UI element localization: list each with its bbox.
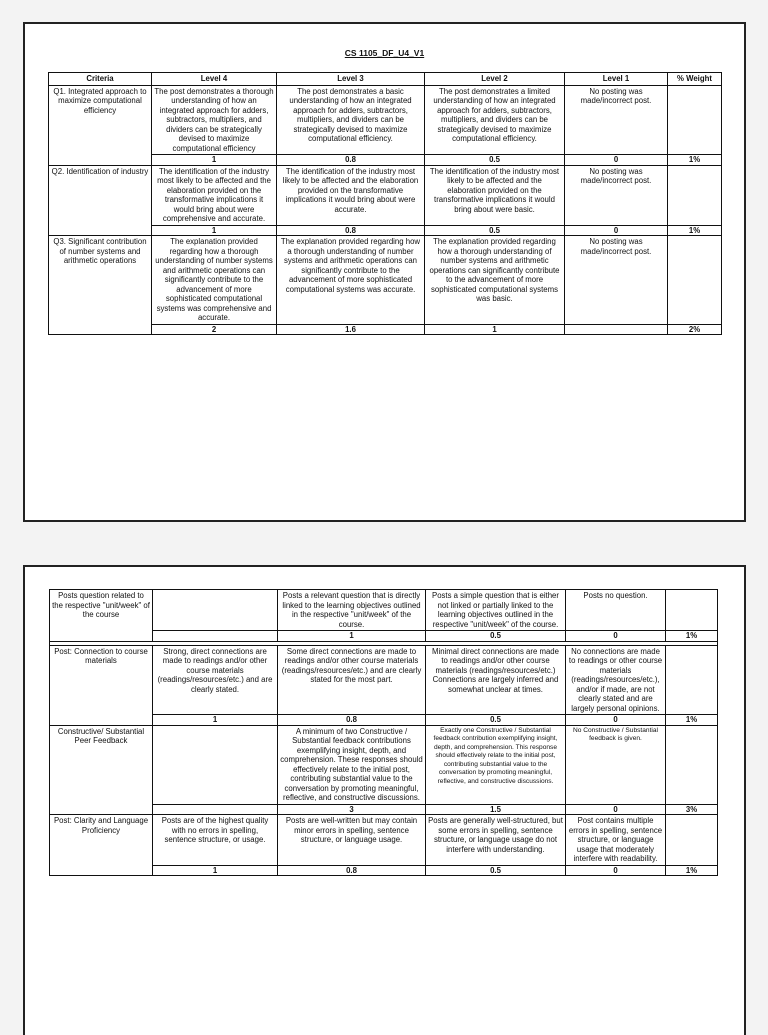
level-2-description: Minimal direct connections are made to readings and/or other course materials (readings/resources/etc.) Connections are largely inferred and somewhat unclear at times. bbox=[426, 645, 566, 715]
level-3-score: 1.6 bbox=[277, 324, 425, 335]
level-1-score: 0 bbox=[566, 631, 666, 642]
header-row bbox=[49, 73, 722, 86]
level-2-score: 1 bbox=[425, 324, 565, 335]
header-criteria: Criteria bbox=[49, 73, 152, 86]
level-2-description: The post demonstrates a limited understanding of how an integrated approach for adders, subtractors, multipliers, and dividers can be strategically devised to maximize computational efficiency. bbox=[425, 85, 565, 155]
level-4-score bbox=[153, 804, 278, 815]
level-3-score: 0.8 bbox=[278, 715, 426, 726]
document-page-1 bbox=[23, 22, 746, 522]
level-1-description: Posts no question. bbox=[566, 590, 666, 631]
level-3-score: 0.8 bbox=[278, 865, 426, 876]
criterion-row bbox=[49, 236, 722, 325]
weight-value: 2% bbox=[668, 324, 722, 335]
document-title: CS 1105_DF_U4_V1 bbox=[344, 48, 425, 58]
level-4-description: Posts are of the highest quality with no errors in spelling, sentence structure, or usage. bbox=[153, 815, 278, 866]
level-4-score bbox=[153, 631, 278, 642]
level-3-description: The identification of the industry most likely to be affected and the elaboration provided on the transformative implications it would bring about were accurate. bbox=[277, 165, 425, 225]
level-2-score: 0.5 bbox=[426, 631, 566, 642]
level-3-description: Some direct connections are made to readings and/or other course materials (readings/resources/etc.) and are clearly stated for the most part. bbox=[278, 645, 426, 715]
level-4-score: 1 bbox=[153, 865, 278, 876]
level-4-score: 2 bbox=[152, 324, 277, 335]
level-1-description: Post contains multiple errors in spelling, sentence structure, or language usage that moderately interfere with readability. bbox=[566, 815, 666, 866]
weight-empty-cell bbox=[666, 645, 718, 715]
level-3-score: 3 bbox=[278, 804, 426, 815]
level-1-description: No posting was made/incorrect post. bbox=[565, 85, 668, 155]
criterion-cell: Q2. Identification of industry bbox=[49, 165, 152, 236]
level-1-description: No connections are made to readings or other course materials (readings/resources/etc.), and/or if made, are not clearly stated and are largely personal opinions. bbox=[566, 645, 666, 715]
criterion-cell: Q3. Significant contribution of number systems and arithmetic operations bbox=[49, 236, 152, 335]
weight-empty-cell bbox=[668, 165, 722, 225]
criterion-row bbox=[50, 815, 718, 866]
level-3-score: 0.8 bbox=[277, 155, 425, 166]
header-level-3: Level 3 bbox=[277, 73, 425, 86]
level-3-description: Posts a relevant question that is directly linked to the learning objectives outlined in the respective "unit/week" of the course. bbox=[278, 590, 426, 631]
header-level-1: Level 1 bbox=[565, 73, 668, 86]
weight-empty-cell bbox=[666, 815, 718, 866]
level-1-score: 0 bbox=[566, 715, 666, 726]
rubric-table-page-2 bbox=[49, 589, 718, 876]
criterion-cell: Q1. Integrated approach to maximize computational efficiency bbox=[49, 85, 152, 165]
weight-value: 1% bbox=[666, 715, 718, 726]
level-3-description: The explanation provided regarding how a thorough understanding of number systems and arithmetic operations can significantly contribute to the advancement of more sophisticated computational systems was accurate. bbox=[277, 236, 425, 325]
level-2-description: Posts a simple question that is either not linked or partially linked to the learning objectives outlined in the respective "unit/week" of the course. bbox=[426, 590, 566, 631]
criterion-cell: Constructive/ Substantial Peer Feedback bbox=[50, 725, 153, 815]
level-1-score: 0 bbox=[565, 155, 668, 166]
level-4-score: 1 bbox=[152, 155, 277, 166]
level-2-score: 0.5 bbox=[426, 715, 566, 726]
level-4-description bbox=[153, 590, 278, 631]
level-2-score: 1.5 bbox=[426, 804, 566, 815]
level-2-description: Exactly one Constructive / Substantial feedback contribution exemplifying insight, depth, and comprehension. This response should effectively relate to the initial post, contributing substantial value to the conversation by promoting meaningful, reflective, and constructive discussions. bbox=[426, 725, 566, 804]
level-4-score: 1 bbox=[152, 225, 277, 236]
level-4-description: The explanation provided regarding how a thorough understanding of number systems and arithmetic operations can significantly contribute to the advancement of more sophisticated computational systems was comprehensive and accurate. bbox=[152, 236, 277, 325]
criterion-row bbox=[50, 645, 718, 715]
criterion-cell: Post: Connection to course materials bbox=[50, 645, 153, 725]
weight-value: 1% bbox=[666, 865, 718, 876]
weight-value: 1% bbox=[668, 225, 722, 236]
header-level-2: Level 2 bbox=[425, 73, 565, 86]
level-1-score: 0 bbox=[566, 865, 666, 876]
level-1-score: 0 bbox=[566, 804, 666, 815]
weight-value: 1% bbox=[668, 155, 722, 166]
level-3-description: The post demonstrates a basic understanding of how an integrated approach for adders, subtractors, multipliers, and dividers can be strategically devised to maximize computational efficiency. bbox=[277, 85, 425, 155]
weight-value: 1% bbox=[666, 631, 718, 642]
weight-value: 3% bbox=[666, 804, 718, 815]
level-4-description: Strong, direct connections are made to readings and/or other course materials (readings/resources/etc.) and are clearly stated. bbox=[153, 645, 278, 715]
criterion-row bbox=[49, 85, 722, 155]
level-3-description: A minimum of two Constructive / Substantial feedback contributions exemplifying insight, depth, and comprehension. These responses should effectively relate to the initial post, contributing substantial value to the conversation by promoting meaningful, reflective, and constructive discussions. bbox=[278, 725, 426, 804]
level-1-description: No posting was made/incorrect post. bbox=[565, 165, 668, 225]
level-1-score bbox=[565, 324, 668, 335]
level-2-description: The explanation provided regarding how a thorough understanding of number systems and arithmetic operations can significantly contribute to the advancement of more sophisticated computational systems was basic. bbox=[425, 236, 565, 325]
level-3-score: 0.8 bbox=[277, 225, 425, 236]
level-2-score: 0.5 bbox=[425, 225, 565, 236]
level-4-description bbox=[153, 725, 278, 804]
level-1-score: 0 bbox=[565, 225, 668, 236]
level-4-description: The post demonstrates a thorough understanding of how an integrated approach for adders, subtractors, multipliers, and dividers can be strategically devised to maximize computational efficiency bbox=[152, 85, 277, 155]
weight-empty-cell bbox=[666, 725, 718, 804]
criterion-row bbox=[50, 725, 718, 804]
weight-empty-cell bbox=[668, 85, 722, 155]
document-page-2 bbox=[23, 565, 746, 1035]
level-1-description: No posting was made/incorrect post. bbox=[565, 236, 668, 325]
level-2-score: 0.5 bbox=[425, 155, 565, 166]
criterion-cell: Post: Clarity and Language Proficiency bbox=[50, 815, 153, 876]
header-level-4: Level 4 bbox=[152, 73, 277, 86]
level-2-description: Posts are generally well-structured, but some errors in spelling, sentence structure, or language usage do not interfere with understanding. bbox=[426, 815, 566, 866]
level-2-score: 0.5 bbox=[426, 865, 566, 876]
criterion-cell: Posts question related to the respective "unit/week" of the course bbox=[50, 590, 153, 642]
level-2-description: The identification of the industry most likely to be affected and the elaboration provided on the transformative implications it would bring about were basic. bbox=[425, 165, 565, 225]
level-1-description: No Constructive / Substantial feedback is given. bbox=[566, 725, 666, 804]
criterion-row bbox=[49, 165, 722, 225]
rubric-table-page-1 bbox=[48, 72, 722, 335]
level-3-score: 1 bbox=[278, 631, 426, 642]
criterion-row bbox=[50, 590, 718, 631]
weight-empty-cell bbox=[668, 236, 722, 325]
header-weight: % Weight bbox=[668, 73, 722, 86]
level-4-score: 1 bbox=[153, 715, 278, 726]
weight-empty-cell bbox=[666, 590, 718, 631]
level-4-description: The identification of the industry most likely to be affected and the elaboration provided on the transformative implications it would bring about were comprehensive and accurate. bbox=[152, 165, 277, 225]
level-3-description: Posts are well-written but may contain minor errors in spelling, sentence structure, or language usage. bbox=[278, 815, 426, 866]
